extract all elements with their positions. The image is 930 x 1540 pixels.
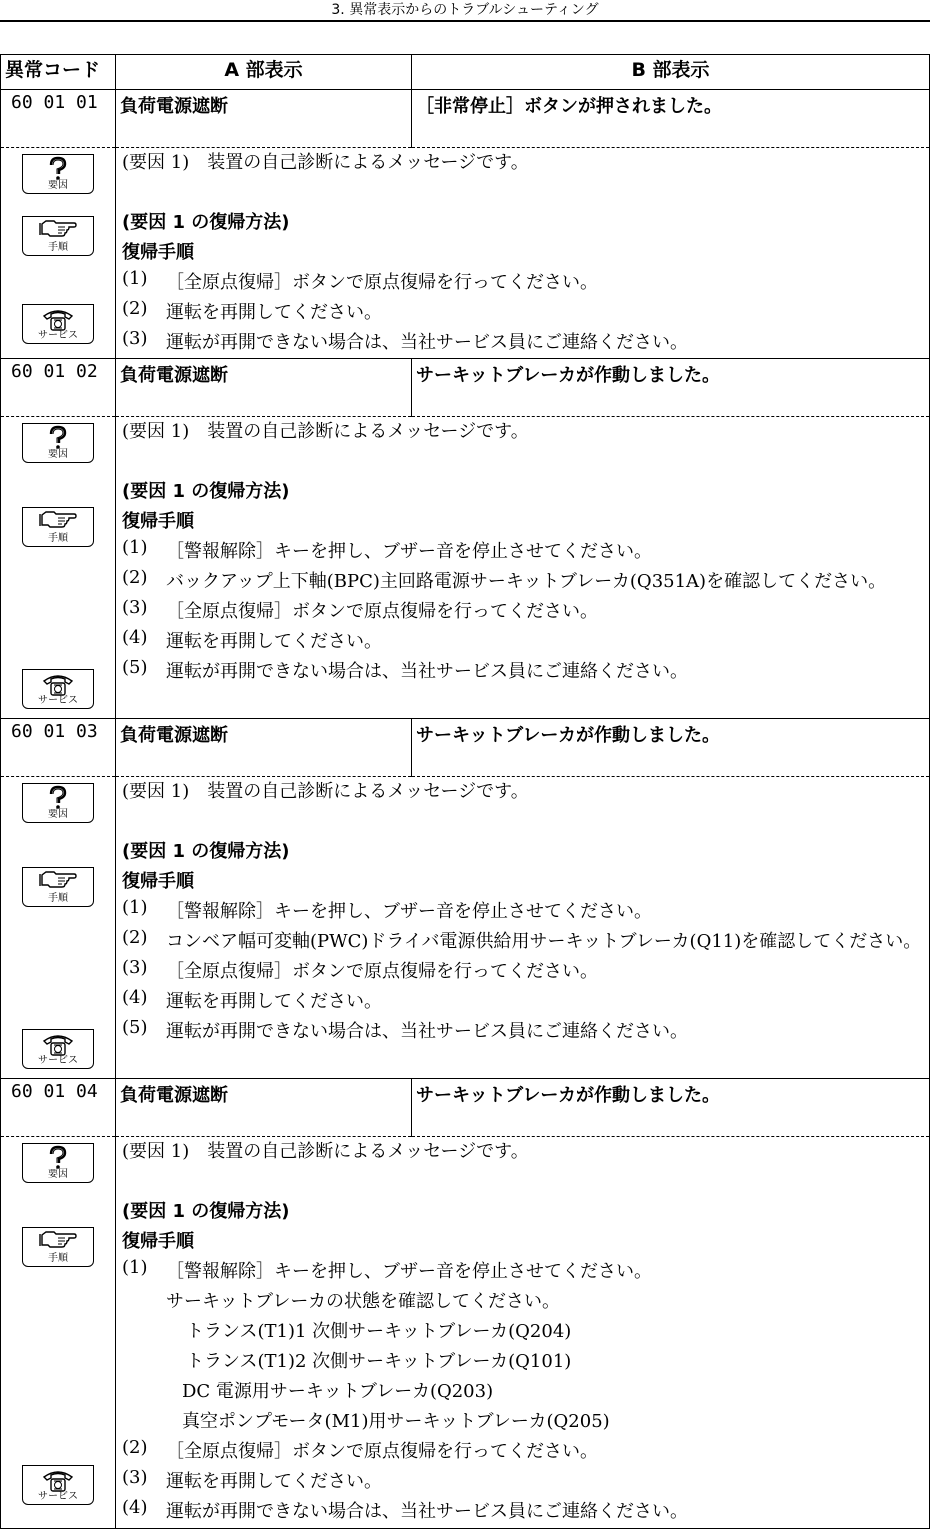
page-header: 3. 異常表示からのトラブルシューティング — [0, 0, 930, 22]
step-text: ［警報解除］キーを押し、ブザー音を停止させてください。 — [166, 1261, 652, 1282]
step-number: (2) — [122, 1437, 148, 1458]
step-item — [122, 657, 929, 687]
table-row — [1, 1079, 930, 1137]
breaker-item: トランス(T1)1 次側サーキットブレーカ(Q204) — [186, 1321, 572, 1342]
step-number: (3) — [122, 328, 148, 349]
cause-text: (要因 1) 装置の自己診断によるメッセージです。 — [122, 1141, 529, 1162]
table-row — [1, 90, 930, 148]
detail-text — [116, 417, 930, 719]
step-text: ［警報解除］キーを押し、ブザー音を停止させてください。 — [166, 541, 652, 562]
column-header-b: B 部表示 — [412, 55, 930, 90]
step-text: 運転を再開してください。 — [166, 991, 382, 1012]
step-number: (2) — [122, 567, 148, 588]
step-item — [122, 957, 929, 987]
step-text: バックアップ上下軸(BPC)主回路電源サーキットブレーカ(Q351A)を確認してください。 — [166, 571, 887, 592]
step-text: ［全原点復帰］ボタンで原点復帰を行ってください。 — [166, 601, 598, 622]
icon-label: サービス — [38, 330, 78, 341]
icon-label: 要因 — [48, 449, 68, 460]
recovery-title: (要因 1 の復帰方法) — [122, 212, 290, 233]
a-display: 負荷電源遮断 — [116, 1079, 412, 1137]
icon-column — [1, 417, 116, 719]
icon-label: サービス — [38, 1055, 78, 1066]
b-display: サーキットブレーカが作動しました。 — [412, 719, 930, 777]
icon-column — [1, 1137, 116, 1529]
error-code: 60 01 03 — [1, 719, 116, 777]
icon-label: 手順 — [48, 893, 68, 904]
step-text: 運転が再開できない場合は、当社サービス員にご連絡ください。 — [166, 1501, 688, 1522]
icon-label: 要因 — [48, 809, 68, 820]
error-code: 60 01 02 — [1, 359, 116, 417]
step-text: コンベア幅可変軸(PWC)ドライバ電源供給用サーキットブレーカ(Q11)を確認してください。 — [166, 931, 922, 952]
breaker-item: DC 電源用サーキットブレーカ(Q203) — [182, 1381, 494, 1402]
detail-row — [1, 148, 930, 359]
step-item — [122, 567, 929, 597]
step-text: 運転を再開してください。 — [166, 302, 382, 323]
a-display: 負荷電源遮断 — [116, 90, 412, 148]
detail-row — [1, 1137, 930, 1529]
detail-text — [116, 777, 930, 1079]
column-header-code: 異常コード — [1, 55, 116, 90]
cause-icon — [22, 154, 94, 194]
detail-row — [1, 777, 930, 1079]
icon-label: 手順 — [48, 533, 68, 544]
detail-text — [116, 148, 930, 359]
step-text: ［全原点復帰］ボタンで原点復帰を行ってください。 — [166, 1441, 598, 1462]
step-text: 運転が再開できない場合は、当社サービス員にご連絡ください。 — [166, 332, 688, 353]
step-item — [122, 927, 929, 957]
step-item — [122, 268, 929, 298]
procedure-title: 復帰手順 — [122, 871, 194, 892]
detail-text — [116, 1137, 930, 1529]
step-number: (1) — [122, 537, 148, 558]
table-row — [1, 359, 930, 417]
step-number: (1) — [122, 897, 148, 918]
error-code: 60 01 01 — [1, 90, 116, 148]
icon-label: サービス — [38, 1491, 78, 1502]
step-item — [122, 537, 929, 567]
recovery-title: (要因 1 の復帰方法) — [122, 481, 290, 502]
step-text: 運転が再開できない場合は、当社サービス員にご連絡ください。 — [166, 1021, 688, 1042]
telephone-icon — [22, 669, 94, 709]
step-number: (5) — [122, 657, 148, 678]
icon-column — [1, 777, 116, 1079]
hand-pointer-icon — [22, 216, 94, 256]
cause-text: (要因 1) 装置の自己診断によるメッセージです。 — [122, 421, 529, 442]
step-subtext: サーキットブレーカの状態を確認してください。 — [166, 1291, 561, 1312]
error-code: 60 01 04 — [1, 1079, 116, 1137]
recovery-title: (要因 1 の復帰方法) — [122, 841, 290, 862]
icon-label: 手順 — [48, 242, 68, 253]
icon-label: 手順 — [48, 1253, 68, 1264]
procedure-title: 復帰手順 — [122, 511, 194, 532]
step-text: 運転を再開してください。 — [166, 1471, 382, 1492]
cause-icon — [22, 783, 94, 823]
cause-icon — [22, 423, 94, 463]
b-display: ［非常停止］ボタンが押されました。 — [412, 90, 930, 148]
step-item — [122, 987, 929, 1017]
step-item — [122, 597, 929, 627]
cause-icon — [22, 1143, 94, 1183]
hand-pointer-icon — [22, 507, 94, 547]
step-item — [122, 328, 929, 358]
step-number: (2) — [122, 927, 148, 948]
cause-text: (要因 1) 装置の自己診断によるメッセージです。 — [122, 781, 529, 802]
a-display: 負荷電源遮断 — [116, 359, 412, 417]
icon-label: 要因 — [48, 180, 68, 191]
step-number: (4) — [122, 627, 148, 648]
icon-column — [1, 148, 116, 359]
telephone-icon — [22, 1029, 94, 1069]
telephone-icon — [22, 1465, 94, 1505]
icon-label: サービス — [38, 695, 78, 706]
step-number: (4) — [122, 1497, 148, 1518]
procedure-title: 復帰手順 — [122, 242, 194, 263]
step-item — [122, 1017, 929, 1047]
step-number: (1) — [122, 268, 148, 289]
step-number: (3) — [122, 597, 148, 618]
step-number: (1) — [122, 1257, 148, 1278]
procedure-title: 復帰手順 — [122, 1231, 194, 1252]
step-text: 運転を再開してください。 — [166, 631, 382, 652]
table-header-row — [1, 55, 930, 90]
recovery-title: (要因 1 の復帰方法) — [122, 1201, 290, 1222]
step-text: ［全原点復帰］ボタンで原点復帰を行ってください。 — [166, 961, 598, 982]
step-item — [122, 1257, 929, 1287]
column-header-a: A 部表示 — [116, 55, 412, 90]
hand-pointer-icon — [22, 1227, 94, 1267]
step-item — [122, 1467, 929, 1497]
step-item — [122, 1497, 929, 1527]
step-text: ［警報解除］キーを押し、ブザー音を停止させてください。 — [166, 901, 652, 922]
a-display: 負荷電源遮断 — [116, 719, 412, 777]
step-item — [122, 627, 929, 657]
error-table — [0, 54, 930, 1529]
telephone-icon — [22, 304, 94, 344]
table-row — [1, 719, 930, 777]
step-text: 運転が再開できない場合は、当社サービス員にご連絡ください。 — [166, 661, 688, 682]
step-text: ［全原点復帰］ボタンで原点復帰を行ってください。 — [166, 272, 598, 293]
b-display: サーキットブレーカが作動しました。 — [412, 1079, 930, 1137]
cause-text: (要因 1) 装置の自己診断によるメッセージです。 — [122, 152, 529, 173]
step-number: (4) — [122, 987, 148, 1008]
detail-row — [1, 417, 930, 719]
step-item — [122, 298, 929, 328]
breaker-item: 真空ポンプモータ(M1)用サーキットブレーカ(Q205) — [182, 1411, 610, 1432]
hand-pointer-icon — [22, 867, 94, 907]
b-display: サーキットブレーカが作動しました。 — [412, 359, 930, 417]
step-number: (2) — [122, 298, 148, 319]
icon-label: 要因 — [48, 1169, 68, 1180]
step-item — [122, 897, 929, 927]
breaker-item: トランス(T1)2 次側サーキットブレーカ(Q101) — [186, 1351, 572, 1372]
step-number: (3) — [122, 1467, 148, 1488]
step-number: (5) — [122, 1017, 148, 1038]
step-number: (3) — [122, 957, 148, 978]
step-item — [122, 1437, 929, 1467]
